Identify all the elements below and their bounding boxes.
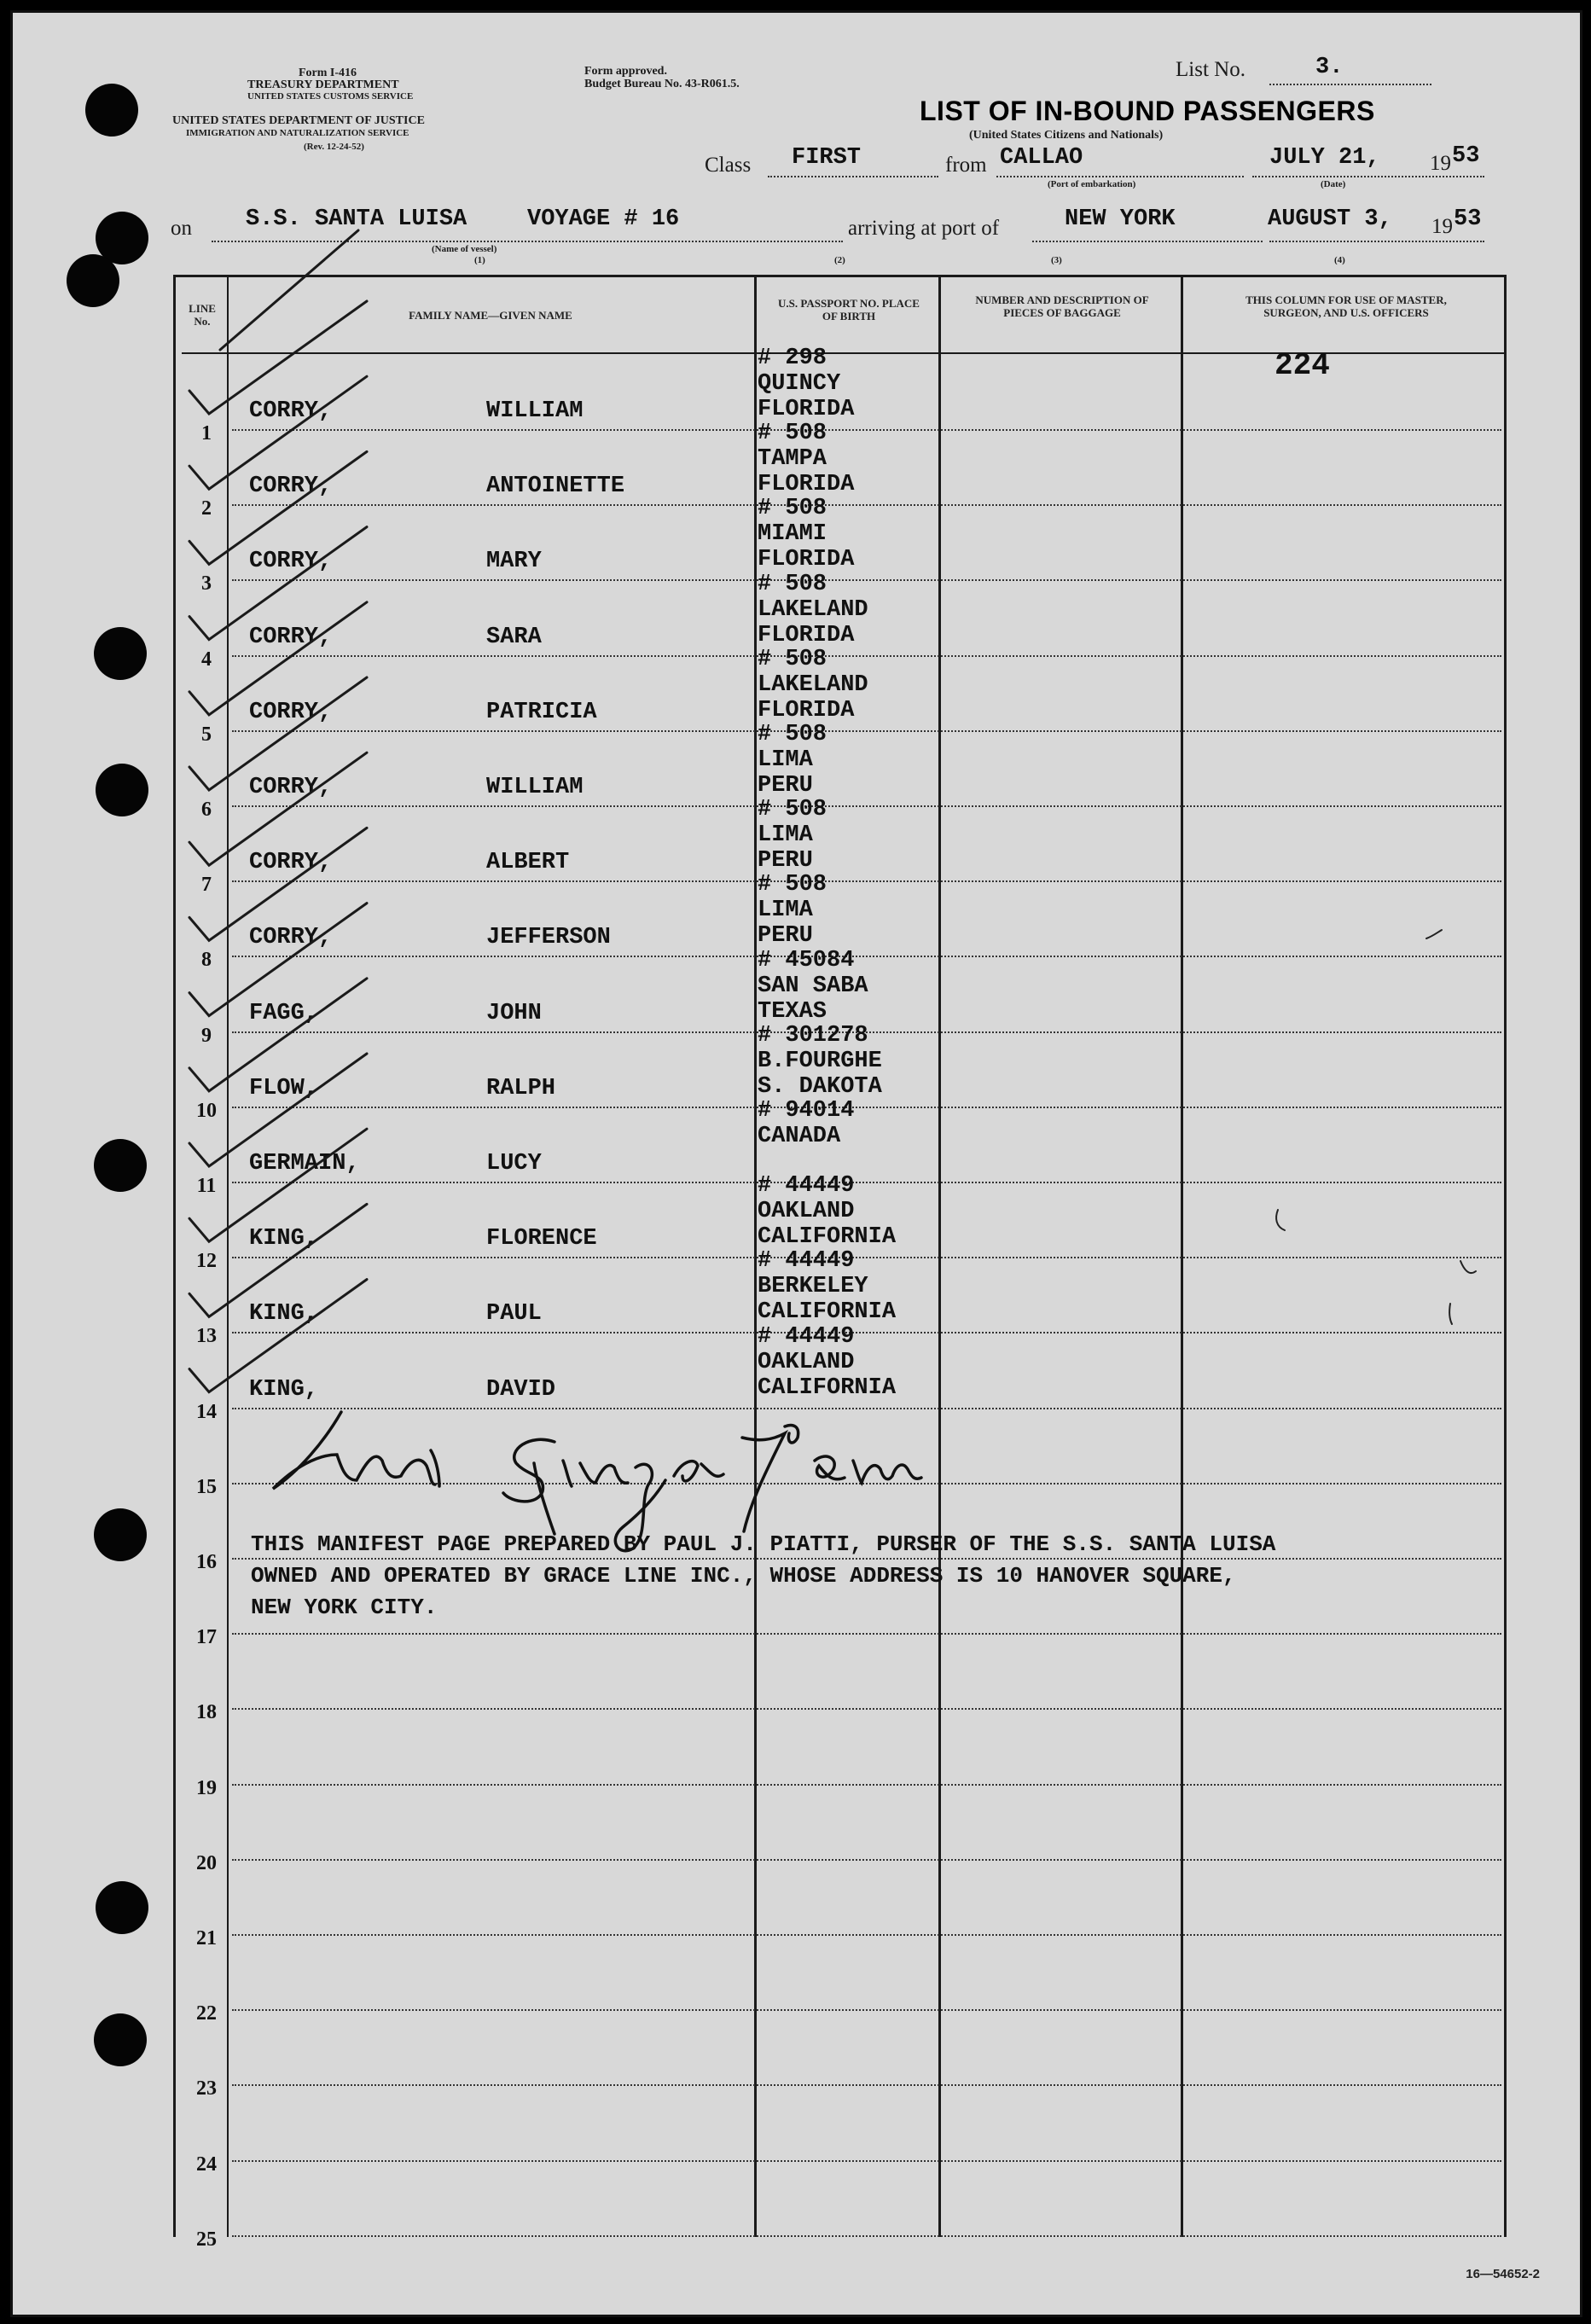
passport-number: # 508 bbox=[758, 496, 827, 522]
col-header-baggage: NUMBER AND DESCRIPTION OF PIECES OF BAGGAGE bbox=[975, 293, 1149, 319]
vessel-name: S.S. SANTA LUISA bbox=[246, 206, 467, 232]
given-name: JEFFERSON bbox=[486, 925, 611, 951]
ins-service: IMMIGRATION AND NATURALIZATION SERVICE bbox=[186, 128, 409, 138]
given-name: PATRICIA bbox=[486, 699, 597, 725]
line-number: 3 bbox=[201, 572, 212, 596]
caption-4: (4) bbox=[1334, 255, 1345, 265]
birth-state: PERU bbox=[758, 773, 813, 799]
list-no-value: 3. bbox=[1315, 55, 1344, 80]
birth-state: PERU bbox=[758, 923, 813, 950]
line-number: 2 bbox=[201, 497, 212, 520]
passport-number: # 508 bbox=[758, 421, 827, 447]
birth-state: CALIFORNIA bbox=[758, 1374, 897, 1401]
birth-city: OAKLAND bbox=[758, 1199, 855, 1225]
birth-state: S. DAKOTA bbox=[758, 1073, 882, 1100]
line-number: 7 bbox=[201, 874, 212, 897]
form-approved: Form approved. bbox=[584, 65, 667, 78]
line-number: 14 bbox=[196, 1400, 217, 1423]
page-subtitle: (United States Citizens and Nationals) bbox=[969, 129, 1164, 142]
revision-date: (Rev. 12-24-52) bbox=[304, 142, 364, 152]
given-name: SARA bbox=[486, 624, 542, 650]
stray-marks bbox=[1276, 930, 1476, 1324]
line-number: 13 bbox=[196, 1325, 217, 1348]
passport-number: # 508 bbox=[758, 872, 827, 898]
departure-date: JULY 21, bbox=[1269, 145, 1380, 171]
given-name: RALPH bbox=[486, 1075, 556, 1101]
line-number: 21 bbox=[196, 1927, 217, 1949]
line-number: 19 bbox=[196, 1776, 217, 1799]
given-name: WILLIAM bbox=[486, 398, 584, 424]
passport-number: # 94014 bbox=[758, 1098, 855, 1124]
birth-state: CALIFORNIA bbox=[758, 1224, 897, 1251]
line-number: 1 bbox=[201, 422, 212, 444]
col-header-officers: THIS COLUMN FOR USE OF MASTER, SURGEON, AND U.S. OFFICERS bbox=[1246, 293, 1447, 319]
passport-number: # 508 bbox=[758, 571, 827, 597]
line-number: 5 bbox=[201, 723, 212, 746]
col-header-name: FAMILY NAME—GIVEN NAME bbox=[409, 309, 572, 322]
check-mark bbox=[220, 230, 358, 350]
birth-state: FLORIDA bbox=[758, 472, 855, 498]
birth-city: LAKELAND bbox=[758, 671, 868, 698]
inspector-signature bbox=[273, 1412, 921, 1551]
col-header-passport: U.S. PASSPORT NO. PLACE OF BIRTH bbox=[778, 297, 920, 322]
form-code: 16—54652-2 bbox=[1466, 2267, 1540, 2281]
manifest-note-line: NEW YORK CITY. bbox=[251, 1595, 438, 1620]
class-label: Class bbox=[705, 154, 752, 177]
line-number: 9 bbox=[201, 1024, 212, 1047]
line-number: 23 bbox=[196, 2077, 217, 2100]
family-name: CORRY, bbox=[249, 398, 333, 424]
line-number: 20 bbox=[196, 1851, 217, 1874]
given-name: LUCY bbox=[486, 1151, 542, 1177]
arrival-port: NEW YORK bbox=[1065, 206, 1176, 232]
arrive-year-prefix: 19 bbox=[1431, 215, 1453, 238]
birth-state: TEXAS bbox=[758, 998, 827, 1025]
family-name: CORRY, bbox=[249, 925, 333, 951]
line-number: 15 bbox=[196, 1475, 217, 1498]
family-name: CORRY, bbox=[249, 850, 333, 876]
birth-city: LIMA bbox=[758, 747, 813, 773]
on-label: on bbox=[171, 217, 192, 240]
family-name: KING, bbox=[249, 1376, 319, 1403]
treasury-dept: TREASURY DEPARTMENT bbox=[247, 78, 399, 91]
line-number: 22 bbox=[196, 2002, 217, 2025]
given-name: ALBERT bbox=[486, 850, 570, 876]
passport-number: # 45084 bbox=[758, 947, 855, 973]
arrive-year: 53 bbox=[1454, 206, 1482, 232]
birth-state: PERU bbox=[758, 848, 813, 874]
customs-service: UNITED STATES CUSTOMS SERVICE bbox=[247, 91, 414, 102]
birth-city: TAMPA bbox=[758, 446, 827, 473]
family-name: CORRY, bbox=[249, 549, 333, 575]
line-number: 10 bbox=[196, 1099, 217, 1122]
family-name: CORRY, bbox=[249, 474, 333, 500]
line-number: 18 bbox=[196, 1701, 217, 1724]
birth-city: OAKLAND bbox=[758, 1349, 855, 1375]
line-number: 11 bbox=[196, 1175, 217, 1197]
line-number: 16 bbox=[196, 1551, 217, 1573]
voyage-number: VOYAGE # 16 bbox=[527, 206, 680, 232]
birth-state: FLORIDA bbox=[758, 622, 855, 648]
passport-number: # 508 bbox=[758, 797, 827, 823]
birth-state: FLORIDA bbox=[758, 397, 855, 422]
vessel-caption: (Name of vessel) bbox=[432, 244, 497, 254]
passport-number: # 508 bbox=[758, 722, 827, 747]
birth-state: FLORIDA bbox=[758, 697, 855, 723]
col-header-line-no: LINE No. bbox=[189, 302, 216, 328]
list-no-label: List No. bbox=[1176, 58, 1246, 81]
caption-1: (1) bbox=[474, 255, 485, 265]
birth-city: QUINCY bbox=[758, 371, 841, 397]
officer-number: 224 bbox=[1275, 348, 1330, 383]
line-number: 24 bbox=[196, 2153, 217, 2176]
passport-number: # 301278 bbox=[758, 1022, 868, 1049]
port-embarkation: CALLAO bbox=[1000, 145, 1083, 171]
birth-city: B.FOURGHE bbox=[758, 1048, 882, 1074]
birth-city: SAN SABA bbox=[758, 973, 868, 999]
family-name: CORRY, bbox=[249, 699, 333, 725]
family-name: KING, bbox=[249, 1301, 319, 1328]
port-caption: (Port of embarkation) bbox=[1048, 179, 1136, 189]
line-number: 25 bbox=[196, 2228, 217, 2251]
given-name: PAUL bbox=[486, 1301, 542, 1328]
passport-number: # 298 bbox=[758, 346, 827, 371]
birth-state: CANADA bbox=[758, 1124, 841, 1149]
budget-bureau: Budget Bureau No. 43-R061.5. bbox=[584, 78, 740, 90]
passport-number: # 44449 bbox=[758, 1323, 855, 1350]
manifest-note-line: OWNED AND OPERATED BY GRACE LINE INC., WHOSE ADDRESS IS 10 HANOVER SQUARE, bbox=[251, 1563, 1236, 1589]
class-value: FIRST bbox=[792, 145, 862, 171]
given-name: JOHN bbox=[486, 1000, 542, 1026]
form-number: Form I-416 bbox=[299, 67, 357, 79]
family-name: CORRY, bbox=[249, 775, 333, 800]
family-name: FAGG, bbox=[249, 1000, 319, 1026]
line-number: 6 bbox=[201, 799, 212, 821]
family-name: FLOW, bbox=[249, 1075, 319, 1101]
birth-city: LIMA bbox=[758, 898, 813, 924]
birth-city: MIAMI bbox=[758, 521, 827, 548]
year-prefix: 19 bbox=[1430, 152, 1451, 175]
page-title: LIST OF IN-BOUND PASSENGERS bbox=[920, 96, 1375, 126]
birth-city: LIMA bbox=[758, 822, 813, 849]
given-name: DAVID bbox=[486, 1376, 556, 1403]
year-value: 53 bbox=[1452, 143, 1480, 169]
birth-state: FLORIDA bbox=[758, 547, 855, 573]
birth-city: BERKELEY bbox=[758, 1274, 868, 1300]
line-number: 12 bbox=[196, 1250, 217, 1273]
caption-3: (3) bbox=[1051, 255, 1062, 265]
passport-number: # 508 bbox=[758, 646, 827, 672]
family-name: KING, bbox=[249, 1226, 319, 1252]
caption-2: (2) bbox=[834, 255, 845, 265]
check-mark bbox=[189, 1280, 367, 1392]
passport-number: # 44449 bbox=[758, 1248, 855, 1275]
arrival-date: AUGUST 3, bbox=[1268, 206, 1392, 232]
family-name: GERMAIN, bbox=[249, 1151, 360, 1177]
birth-city: LAKELAND bbox=[758, 596, 868, 623]
arriving-label: arriving at port of bbox=[848, 217, 1000, 240]
justice-dept: UNITED STATES DEPARTMENT OF JUSTICE bbox=[172, 114, 425, 127]
birth-state: CALIFORNIA bbox=[758, 1299, 897, 1326]
given-name: ANTOINETTE bbox=[486, 474, 625, 500]
date-caption: (Date) bbox=[1321, 179, 1346, 189]
given-name: WILLIAM bbox=[486, 775, 584, 800]
line-number: 17 bbox=[196, 1626, 217, 1649]
given-name: FLORENCE bbox=[486, 1226, 597, 1252]
given-name: MARY bbox=[486, 549, 542, 575]
passport-number: # 44449 bbox=[758, 1173, 855, 1200]
line-number: 8 bbox=[201, 949, 212, 972]
manifest-note-line: THIS MANIFEST PAGE PREPARED BY PAUL J. PIATTI, PURSER OF THE S.S. SANTA LUISA bbox=[251, 1531, 1276, 1557]
line-number: 4 bbox=[201, 648, 212, 671]
from-label: from bbox=[945, 154, 987, 177]
family-name: CORRY, bbox=[249, 624, 333, 650]
